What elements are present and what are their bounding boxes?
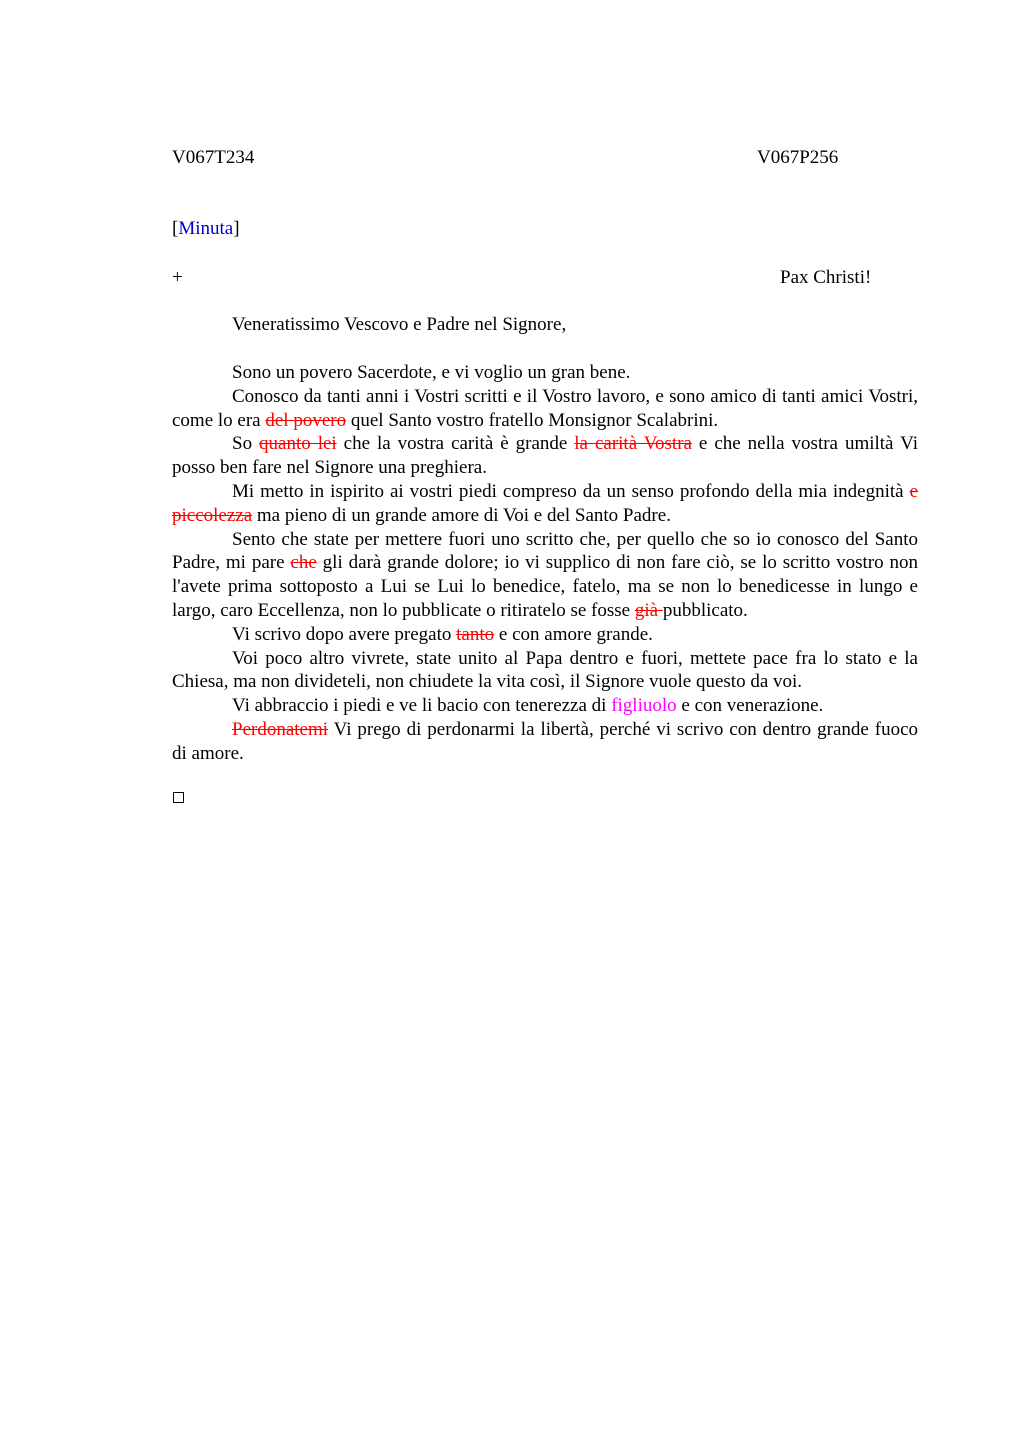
paragraph-8 (172, 694, 918, 718)
paragraph-3-text-1: So (232, 433, 260, 455)
paragraph-2-text-2: quel Santo vostro fratello Monsignor Scalabrini. (346, 409, 719, 431)
pax-christi-greeting: Pax Christi! (780, 267, 872, 288)
paragraph-6-text-2: e con amore grande. (494, 623, 653, 645)
paragraph-5-text-1: Sento che state per mettere fuori uno scritto che, per quello che so io conosco del Santo Padre, mi pare (172, 528, 918, 574)
deleted-text: già (634, 599, 663, 621)
paragraph-5-text-3: pubblicato. (662, 599, 748, 621)
minuta-close-bracket: ] (233, 218, 240, 239)
document-code-right: V067P256 (757, 147, 839, 168)
deleted-text: e piccolezza (172, 480, 918, 526)
paragraph-3 (172, 432, 918, 480)
paragraph-3-text-3: e che nella vostra umiltà Vi posso ben fare nel Signore una preghiera. (172, 433, 918, 479)
paragraph-2-text-1: Conosco da tanti anni i Vostri scritti e il Vostro lavoro, e sono amico di tanti amici Vostri, come lo era (172, 385, 918, 431)
paragraph-5-text-2: gli darà grande dolore; io vi supplico di non fare ciò, se lo scritto vostro non l'avete prima sottoposto a Lui se Lui lo benedice, fatelo, ma se non lo benedicesse in lungo e largo, caro Eccellenza, non lo pubblicate o ritiratelo se fosse (172, 552, 919, 621)
paragraph-7-text: Voi poco altro vivrete, state unito al Papa dentro e fuori, mettete pace fra lo stato e la Chiesa, ma non divideteli, non chiudete la vita così, il Signore vuole questo da voi. (172, 647, 918, 693)
end-of-document-box-icon (173, 792, 184, 803)
deleted-text: Perdonatemi (232, 718, 329, 740)
deleted-text: del povero (265, 409, 347, 431)
paragraph-8-text-1: Vi abbraccio i piedi e ve li bacio con tenerezza di (232, 695, 612, 717)
deleted-text: che (290, 552, 317, 574)
deleted-text: quanto lei (259, 433, 337, 455)
minuta-label (172, 217, 240, 241)
paragraph-7 (172, 647, 918, 695)
paragraph-6 (172, 623, 918, 647)
paragraph-9 (172, 718, 918, 766)
paragraph-3-text-2: che la vostra carità è grande (336, 433, 575, 455)
paragraph-1 (172, 361, 918, 385)
paragraph-1-text: Sono un povero Sacerdote, e vi voglio un gran bene. (232, 362, 631, 383)
paragraph-4-text-1: Mi metto in ispirito ai vostri piedi compreso da un senso profondo della mia indegnità (232, 480, 910, 502)
letter-body (172, 361, 918, 766)
deleted-text: tanto (456, 623, 495, 645)
salutation: Veneratissimo Vescovo e Padre nel Signore, (232, 314, 567, 335)
paragraph-2 (172, 385, 918, 433)
paragraph-4-text-2: ma pieno di un grande amore di Voi e del Santo Padre. (252, 504, 671, 526)
cross-symbol: + (172, 267, 183, 288)
paragraph-8-text-2: e con venerazione. (676, 695, 824, 717)
document-code-left: V067T234 (172, 147, 255, 168)
minuta-open-bracket: [ (172, 218, 179, 239)
paragraph-4 (172, 480, 918, 528)
minuta-text: Minuta (178, 218, 234, 239)
paragraph-6-text-1: Vi scrivo dopo avere pregato (232, 623, 457, 645)
deleted-text: la carità Vostra (574, 433, 692, 455)
added-text: figliuolo (611, 695, 677, 717)
paragraph-5 (172, 528, 918, 623)
paragraph-9-text: Vi prego di perdonarmi la libertà, perché vi scrivo con dentro grande fuoco di amore. (172, 718, 918, 764)
